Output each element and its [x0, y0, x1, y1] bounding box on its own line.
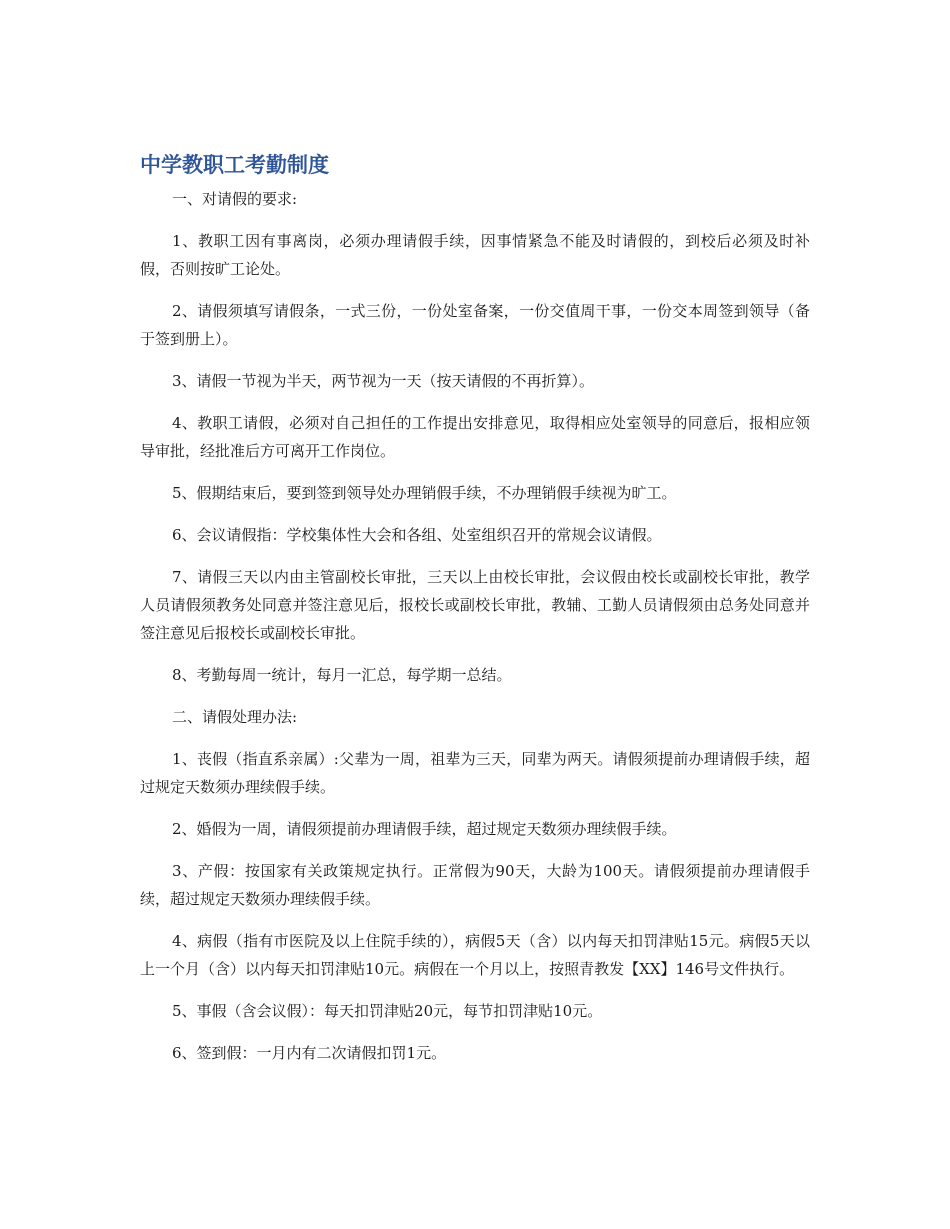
paragraph: 2、请假须填写请假条，一式三份，一份处室备案，一份交值周干事，一份交本周签到领导（备于签到册上）。	[140, 302, 810, 348]
paragraph: 1、教职工因有事离岗，必须办理请假手续，因事情紧急不能及时请假的，到校后必须及时补假，否则按旷工论处。	[140, 232, 810, 278]
document-title: 中学教职工考勤制度	[140, 153, 329, 177]
document-body	[140, 185, 810, 1081]
paragraph: 3、产假：按国家有关政策规定执行。正常假为90天，大龄为100天。请假须提前办理请假手续，超过规定天数须办理续假手续。	[140, 862, 810, 908]
paragraph: 1、丧假（指直系亲属）:父辈为一周，祖辈为三天，同辈为两天。请假须提前办理请假手续，超过规定天数须办理续假手续。	[140, 750, 810, 796]
paragraph: 5、事假（含会议假）：每天扣罚津贴20元，每节扣罚津贴10元。	[172, 1002, 603, 1020]
paragraph: 7、请假三天以内由主管副校长审批，三天以上由校长审批，会议假由校长或副校长审批，教学人员请假须教务处同意并签注意见后，报校长或副校长审批，教辅、工勤人员请假须由总务处同意并签注意见后报校长或副校长审批。	[140, 568, 810, 642]
paragraph: 8、考勤每周一统计，每月一汇总，每学期一总结。	[172, 666, 512, 684]
paragraph: 5、假期结束后，要到签到领导处办理销假手续，不办理销假手续视为旷工。	[172, 484, 677, 502]
section-heading-handling: 二、请假处理办法:	[172, 708, 298, 726]
paragraph: 6、签到假：一月内有二次请假扣罚1元。	[172, 1044, 447, 1062]
paragraph: 3、请假一节视为半天，两节视为一天（按天请假的不再折算）。	[172, 372, 595, 390]
paragraph: 6、会议请假指：学校集体性大会和各组、处室组织召开的常规会议请假。	[172, 526, 662, 544]
paragraph: 4、病假（指有市医院及以上住院手续的），病假5天（含）以内每天扣罚津贴15元。病假5天以上一个月（含）以内每天扣罚津贴10元。病假在一个月以上，按照青教发【XX】146号文件执行。	[140, 932, 810, 978]
paragraph: 4、教职工请假，必须对自己担任的工作提出安排意见，取得相应处室领导的同意后，报相应领导审批，经批准后方可离开工作岗位。	[140, 414, 810, 460]
section-heading-requirements: 一、对请假的要求:	[172, 190, 298, 208]
paragraph: 2、婚假为一周，请假须提前办理请假手续，超过规定天数须办理续假手续。	[172, 820, 677, 838]
